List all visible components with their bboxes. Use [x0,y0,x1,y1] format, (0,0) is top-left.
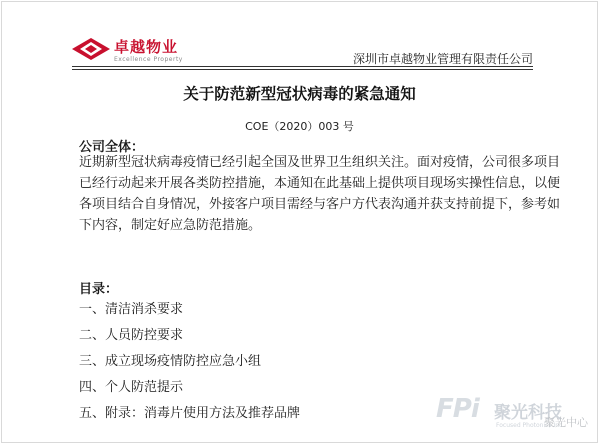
notice-title: 关于防范新型冠状病毒的紧急通知 [183,85,416,103]
body-line: 近期新型冠状病毒疫情已经引起全国及世界卫生组织关注。面对疫情，公司很多项目 [79,155,561,170]
company-name: 深圳市卓越物业管理有限责任公司 [352,52,533,66]
toc-item: 二、人员防控要求 [79,328,184,343]
notice-body [79,152,561,236]
toc-heading: 目录： [79,282,119,297]
logo-text: 卓越物业 [114,38,179,56]
document-number: COE（2020）003 号 [245,120,354,133]
logo-subtext: Excellence Property [114,56,183,63]
toc-item: 四、个人防范提示 [79,380,184,395]
salutation: 公司全体： [79,140,145,155]
table-of-contents [79,299,300,429]
body-line: 各项目结合自身情况，外接客户项目需经与客户方代表沟通并获支持前提下，参考如 [79,197,561,212]
watermark-name: 聚光科技 [494,403,562,423]
document-page [1,1,598,443]
watermark-mark: FPi [436,394,479,424]
body-line: 已经行动起来开展各类防控措施，本通知在此基础上提供项目现场实操性信息，以便 [79,176,561,191]
toc-item: 一、清洁消杀要求 [79,302,184,317]
watermark-tag: 聚光中心 [544,416,588,429]
toc-item: 三、成立现场疫情防控应急小组 [79,354,262,369]
body-line: 下内容，制定好应急防范措施。 [79,218,262,233]
toc-item: 五、附录：消毒片使用方法及推荐品牌 [79,406,301,421]
company-logo [72,32,222,66]
logo-diamond-icon [72,38,110,60]
header-rule-secondary [72,69,533,70]
header-rule [72,66,533,67]
watermark-subtext: Focused Photonics Inc. [496,422,565,429]
watermark [434,392,599,442]
